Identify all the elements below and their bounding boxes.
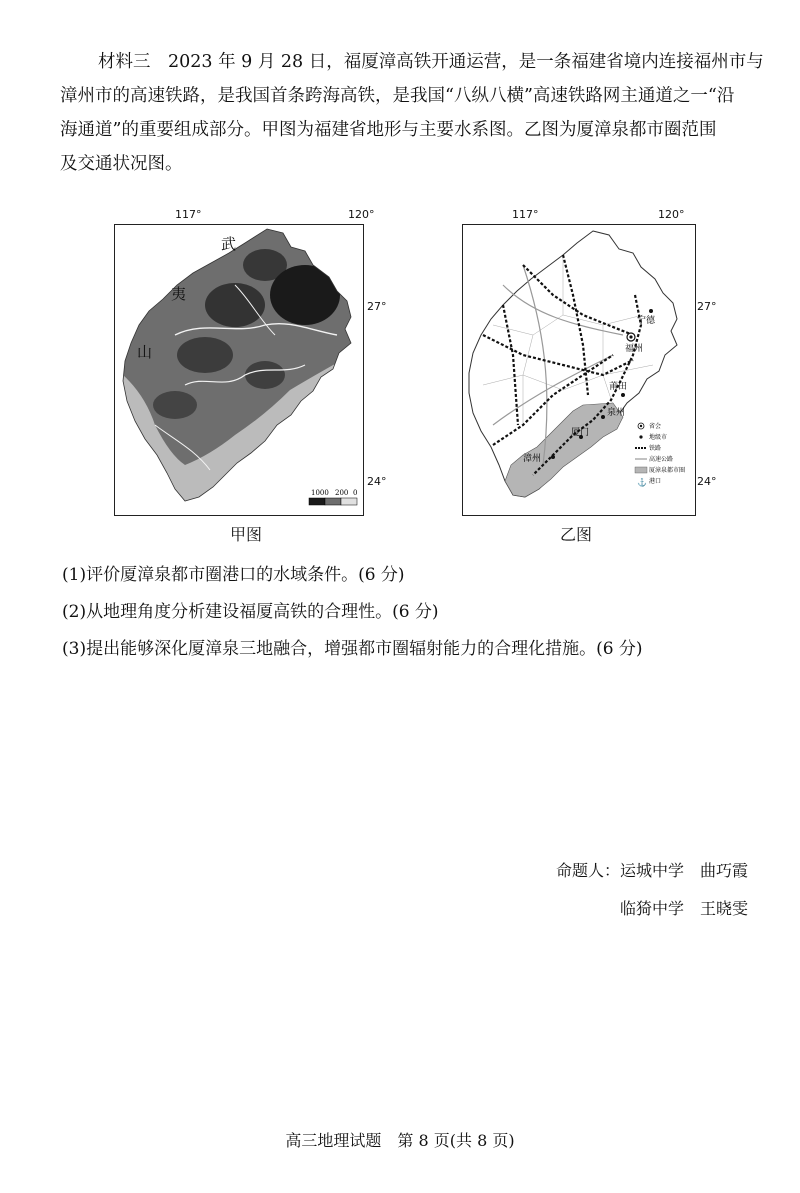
scale-label: 200 <box>335 489 349 497</box>
relief-high <box>205 283 265 327</box>
question-1: (1)评价厦漳泉都市圈港口的水域条件。(6 分) <box>62 565 405 585</box>
yi-lat-27: 27° <box>697 300 717 313</box>
jia-lon-120: 120° <box>348 208 375 221</box>
scale-label: 1000 <box>311 489 329 497</box>
legend-capital: 省会 <box>649 423 662 430</box>
jia-lat-24: 24° <box>367 475 387 488</box>
quanzhou-city-icon <box>601 415 605 419</box>
elevation-scale <box>309 489 357 505</box>
relief-high <box>177 337 233 373</box>
ningde-city-icon <box>649 309 653 313</box>
terrain-map-jia <box>114 224 364 516</box>
legend-city: 地级市 <box>649 434 668 441</box>
map-legend <box>635 422 685 487</box>
city-fuzhou: 福州 <box>625 344 644 354</box>
city-zhangzhou: 漳州 <box>523 454 542 464</box>
mountain-label: 山 <box>137 343 153 361</box>
author-line-2: 临猗中学 王晓雯 <box>619 899 748 918</box>
transport-map-yi <box>462 224 696 516</box>
scale-label: 0 <box>353 489 358 497</box>
caption-yi: 乙图 <box>560 525 593 544</box>
putian-city-icon <box>621 393 625 397</box>
mountain-label: 夷 <box>171 285 187 303</box>
legend-port: 港口 <box>649 478 662 485</box>
city-xiamen: 厦门 <box>571 428 590 438</box>
material-line: 海通道”的重要组成部分。甲图为福建省地形与主要水系图。乙图为厦漳泉都市圈范围 <box>60 120 717 140</box>
anchor-icon: ⚓ <box>637 478 647 487</box>
legend-railway: 铁路 <box>649 445 662 452</box>
author-line-1: 命题人：运城中学 曲巧霞 <box>555 861 748 880</box>
material-line: 材料三 2023 年 9 月 28 日，福厦漳高铁开通运营，是一条福建省境内连接福州市与 <box>98 52 764 72</box>
city-quanzhou: 泉州 <box>607 408 626 418</box>
material-line: 漳州市的高速铁路，是我国首条跨海高铁，是我国“八纵八横”高速铁路网主通道之一“沿 <box>60 86 735 106</box>
fujian-relief <box>115 225 363 515</box>
jia-lat-27: 27° <box>367 300 387 313</box>
mountain-label: 武 <box>221 235 237 253</box>
caption-jia: 甲图 <box>230 525 263 544</box>
yi-lat-24: 24° <box>697 475 717 488</box>
transport-map-svg <box>463 225 695 515</box>
material-line: 及交通状况图。 <box>60 154 183 174</box>
city-putian: 莆田 <box>609 382 628 392</box>
jia-lon-117: 117° <box>175 208 202 221</box>
relief-high <box>153 391 197 419</box>
legend-highway: 高速公路 <box>649 456 674 463</box>
question-2: (2)从地理角度分析建设福厦高铁的合理性。(6 分) <box>62 602 439 622</box>
relief-high <box>245 361 285 389</box>
yi-lon-117: 117° <box>512 208 539 221</box>
city-ningde: 宁德 <box>637 316 656 326</box>
relief-high <box>243 249 287 281</box>
zhangzhou-city-icon <box>551 455 555 459</box>
terrain-map-svg <box>115 225 363 515</box>
material-paragraph <box>60 45 764 181</box>
yi-lon-120: 120° <box>658 208 685 221</box>
legend-metro: 厦漳泉都市圈 <box>649 467 686 474</box>
question-3: (3)提出能够深化厦漳泉三地融合，增强都市圈辐射能力的合理化措施。(6 分) <box>62 639 643 659</box>
page-footer: 高三地理试题 第 8 页(共 8 页) <box>285 1131 515 1150</box>
